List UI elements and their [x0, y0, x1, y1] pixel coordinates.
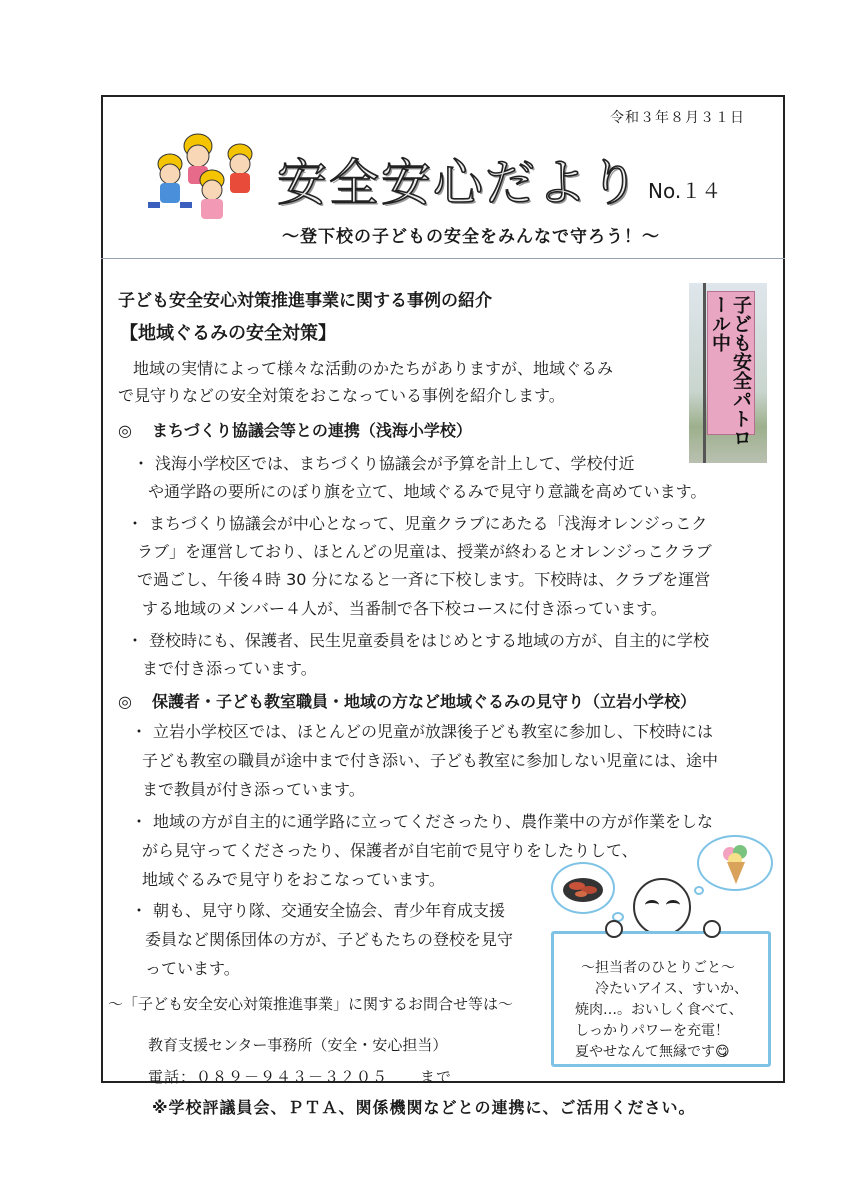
children-helmets-illustration [140, 128, 265, 223]
contact-phone: 電話：０８９－９４３－３２０５ まで [148, 1068, 453, 1086]
list-item: ・ 立岩小学校区では、ほとんどの児童が放課後子ども教室に参加し、下校時には [131, 718, 713, 745]
yakiniku-icon [561, 872, 605, 904]
bullet-icon: ・ [131, 901, 148, 920]
intro-line: 地域の実情によって様々な活動のかたちがありますが、地域ぐるみ [133, 359, 614, 378]
list-item: ・ 朝も、見守り隊、交通安全協会、青少年育成支援 [131, 897, 505, 924]
list-item: ・ まちづくり協議会が中心となって、児童クラブにあたる「浅海オレンジっこク [127, 510, 707, 537]
banner-flag-text: 子ども安全パトロール中 [709, 295, 752, 447]
monologue-line: 焼肉…。おいしく食べて、 [575, 1002, 743, 1018]
list-item-continued: 子ども教室の職員が途中まで付き添い、子ども教室に参加しない児童には、途中 [142, 751, 719, 770]
article-heading: 子ども安全安心対策推進事業に関する事例の紹介 [118, 291, 492, 311]
section-title: まちづくり協議会等との連携（浅海小学校） [152, 421, 472, 440]
monologue-line: 夏やせなんて無縁です😋 [575, 1044, 730, 1060]
list-item-continued: っています。 [145, 959, 240, 978]
intro-line: で見守りなどの安全対策をおこなっている事例を紹介します。 [118, 386, 565, 405]
list-item-continued: で過ごし、午後４時 30 分になると一斉に下校します。下校時は、クラブを運営 [137, 570, 711, 589]
list-item-continued: がら見守ってくださったり、保護者が自宅前で見守りをしたりして、 [142, 841, 638, 860]
list-item-continued: 委員など関係団体の方が、子どもたちの登校を見守 [145, 930, 514, 949]
list-item-continued: する地域のメンバー４人が、当番制で各下校コースに付き添っています。 [142, 599, 667, 618]
thought-dot [694, 886, 704, 895]
list-item-continued: ラブ」を運営しており、ほとんどの児童は、授業が終わるとオレンジっこクラブ [137, 542, 712, 561]
section-title: 保護者・子ども教室職員・地域の方など地域ぐるみの見守り（立岩小学校） [152, 692, 697, 711]
character-eye [645, 900, 659, 910]
list-item-continued: や通学路の要所にのぼり旗を立て、地域ぐるみで見守り意識を高めています。 [148, 482, 707, 501]
footer-note: ※学校評議員会、ＰＴＡ、関係機関などとの連携に、ご活用ください。 [152, 1098, 696, 1117]
section-mark: ◎ [118, 421, 132, 440]
bullet-icon: ・ [131, 722, 148, 741]
patrol-banner-photo [689, 283, 767, 463]
monologue-title: ～担当者のひとりごと～ [581, 960, 735, 976]
newsletter-subtitle: ～登下校の子どもの安全をみんなで守ろう！～ [282, 227, 660, 247]
character-eye [666, 900, 680, 910]
character-hand [605, 920, 623, 938]
list-item-continued: まで付き添っています。 [142, 659, 317, 678]
section-mark: ◎ [118, 692, 132, 711]
section-heading [118, 418, 472, 441]
banner-pole [703, 283, 706, 463]
contact-lead: ～「子ども安全安心対策推進事業」に関するお問合せ等は～ [108, 995, 514, 1013]
bullet-icon: ・ [127, 631, 144, 650]
bullet-icon: ・ [127, 514, 144, 533]
list-item-continued: 地域ぐるみで見守りをおこなっています。 [142, 870, 445, 889]
ice-cream-icon [718, 842, 754, 886]
list-item: ・ 登校時にも、保護者、民生児童委員をはじめとする地域の方が、自主的に学校 [127, 627, 709, 654]
list-item: ・ 地域の方が自主的に通学路に立ってくださったり、農作業中の方が作業をしな [131, 808, 713, 835]
character-hand [703, 920, 721, 938]
section-heading [118, 689, 696, 712]
issue-number: No.１４ [648, 179, 722, 203]
staff-character-face [633, 878, 691, 936]
monologue-line: しっかりパワーを充電！ [575, 1023, 729, 1039]
newsletter-title: 安全安心だより [277, 154, 641, 212]
bullet-icon: ・ [131, 812, 148, 831]
issue-date: 令和３年８月３１日 [610, 110, 745, 126]
list-item: ・ 浅海小学校区では、まちづくり協議会が予算を計上して、学校付近 [133, 450, 635, 477]
header-divider [101, 258, 785, 259]
bullet-icon: ・ [133, 454, 150, 473]
list-item-continued: まで教員が付き添っています。 [142, 780, 365, 799]
contact-organization: 教育支援センター事務所（安全・安心担当） [148, 1036, 448, 1054]
article-subheading: 【地域ぐるみの安全対策】 [120, 323, 336, 344]
monologue-line: 冷たいアイス、すいか、 [595, 981, 749, 997]
